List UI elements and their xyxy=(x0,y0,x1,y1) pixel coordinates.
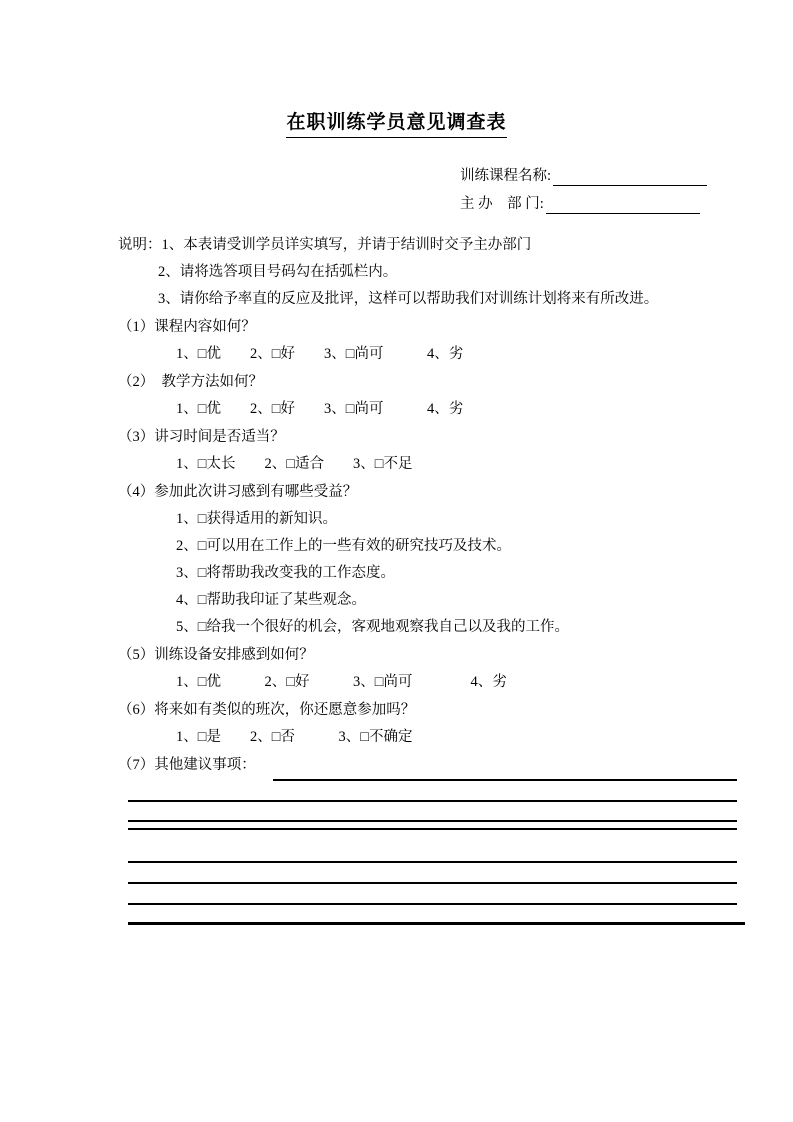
question-1-text: 课程内容如何？ xyxy=(154,319,256,335)
question-7-text: 其他建议事项： xyxy=(154,757,256,773)
question-2-number: （2） xyxy=(118,374,147,390)
question-4-item-4[interactable]: 4、□帮助我印证了某些观念。 xyxy=(176,592,367,608)
note-line-1 xyxy=(118,232,758,259)
answer-line-2[interactable] xyxy=(128,800,737,802)
question-1-options[interactable]: 1、□优 2、□好 3、□尚可 4、劣 xyxy=(176,346,464,362)
question-4-text: 参加此次讲习感到有哪些受益？ xyxy=(154,484,358,500)
question-2-options[interactable]: 1、□优 2、□好 3、□尚可 4、劣 xyxy=(176,401,464,417)
question-3-number: （3） xyxy=(118,429,155,445)
field-department-label: 主 办 部 门: xyxy=(460,196,544,212)
question-5-number: （5） xyxy=(118,647,155,663)
field-course-name-input[interactable] xyxy=(553,168,707,186)
note-line-2: 2、请将选答项目号码勾在括弧栏内。 xyxy=(158,264,398,280)
question-5-options[interactable]: 1、□优 2、□好 3、□尚可 4、劣 xyxy=(176,674,507,690)
question-4 xyxy=(118,479,758,506)
page-title: 在职训练学员意见调查表 xyxy=(286,112,506,138)
question-4-item-3[interactable]: 3、□将帮助我改变我的工作态度。 xyxy=(176,565,396,581)
answer-line-7[interactable] xyxy=(128,903,737,905)
header-fields xyxy=(0,158,793,214)
field-department-input[interactable] xyxy=(546,196,700,214)
field-course-name xyxy=(0,158,793,186)
answer-line-5[interactable] xyxy=(128,861,737,863)
question-1-number: （1） xyxy=(118,319,155,335)
question-4-item-2[interactable]: 2、□可以用在工作上的一些有效的研究技巧及技术。 xyxy=(176,538,512,554)
title-row xyxy=(0,112,793,138)
question-4-item-1[interactable]: 1、□获得适用的新知识。 xyxy=(176,511,338,527)
question-6 xyxy=(118,697,758,724)
question-3-text: 讲习时间是否适当？ xyxy=(154,429,285,445)
question-4-item-5[interactable]: 5、□给我一个很好的机会，客观地观察我自己以及我的工作。 xyxy=(176,619,570,635)
question-2-text: 教学方法如何？ xyxy=(147,374,263,390)
question-7-number: （7） xyxy=(118,757,155,773)
question-6-text: 将来如有类似的班次，你还愿意参加吗？ xyxy=(154,702,416,718)
question-5 xyxy=(118,642,758,669)
question-5-text: 训练设备安排感到如何？ xyxy=(154,647,314,663)
question-7 xyxy=(118,752,758,779)
answer-line-3[interactable] xyxy=(128,820,737,822)
answer-line-1[interactable] xyxy=(273,779,737,781)
answer-line-8[interactable] xyxy=(128,922,745,925)
field-course-name-label: 训练课程名称: xyxy=(460,168,552,184)
question-4-number: （4） xyxy=(118,484,155,500)
question-1 xyxy=(118,314,758,341)
field-department xyxy=(0,186,793,214)
question-6-options[interactable]: 1、□是 2、□否 3、□不确定 xyxy=(176,729,413,745)
notes-prefix: 说明： xyxy=(118,237,162,253)
answer-line-4[interactable] xyxy=(128,828,737,830)
note-line-3: 3、请你给予率直的反应及批评，这样可以帮助我们对训练计划将来有所改进。 xyxy=(158,291,659,307)
document-body xyxy=(118,232,758,779)
question-2 xyxy=(118,369,758,396)
note-text-1: 1、本表请受训学员详实填写，并请于结训时交予主办部门 xyxy=(161,237,532,253)
answer-line-6[interactable] xyxy=(128,882,737,884)
question-3-options[interactable]: 1、□太长 2、□适合 3、□不足 xyxy=(176,456,413,472)
question-6-number: （6） xyxy=(118,702,155,718)
question-3 xyxy=(118,424,758,451)
